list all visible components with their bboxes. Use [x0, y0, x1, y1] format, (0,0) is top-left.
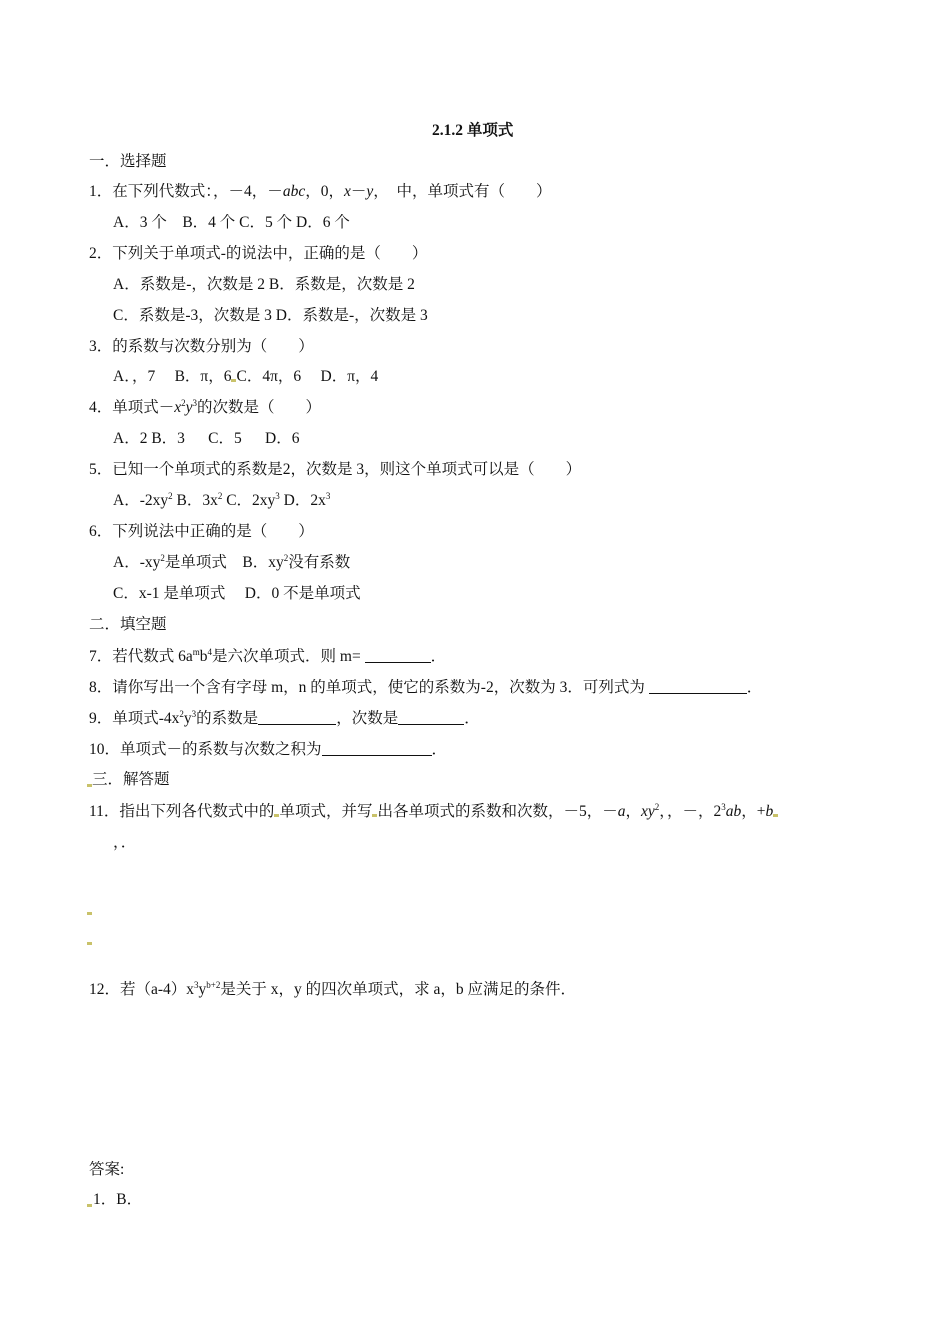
q8-text: 8．请你写出一个含有字母 m，n 的单项式，使它的系数为-2，次数为 3．可列式为 — [89, 679, 649, 696]
question-8 — [89, 678, 762, 698]
q11-xy-exponent: 2 — [654, 802, 660, 812]
question-2: 2．下列关于单项式-的说法中，正确的是（ ） — [89, 245, 428, 262]
q12-x-exponent: 3 — [194, 980, 199, 990]
q4-stem-pre: 4．单项式－ — [89, 399, 175, 416]
q1-term-minus: － — [267, 183, 283, 200]
q11-sep: ， — [625, 803, 641, 820]
q7-b: b — [199, 648, 208, 665]
highlight-marker — [87, 1204, 92, 1207]
q1-term-x: x — [343, 183, 351, 200]
q4-x: x — [174, 399, 182, 416]
q4-options: A．2 B．3 C．5 D．6 — [113, 430, 300, 447]
q4-y-exponent: 3 — [192, 398, 198, 408]
q1-term-y: y — [366, 183, 374, 200]
q9-y: y — [183, 710, 192, 727]
q4-stem-post: 的次数是（ ） — [197, 399, 322, 416]
question-9 — [89, 709, 480, 729]
q1-stem-post: ， 中，单项式有（ ） — [373, 183, 552, 200]
q9-pre: 9．单项式-4x — [89, 710, 180, 727]
q5-options — [113, 491, 330, 511]
q9-x-exponent: 2 — [179, 709, 184, 719]
q11-mid3: ，，－， — [659, 803, 714, 820]
q1-sep1: ， — [251, 183, 268, 200]
q4-y: y — [185, 399, 193, 416]
question-6: 6．下列说法中正确的是（ ） — [89, 523, 314, 540]
q7-pre: 7．若代数式 6a — [89, 648, 193, 665]
q4-x-exponent: 2 — [181, 398, 186, 408]
q3-options-ab: A．，7 B．π，6 — [113, 368, 232, 385]
q11-b: b — [765, 803, 774, 820]
q6-a-pre: A．-xy — [113, 554, 161, 571]
q9-coefficient-blank[interactable] — [258, 710, 336, 725]
q1-stem-pre: 1．在下列代数式：， — [89, 183, 229, 200]
section-heading-choice: 一．选择题 — [89, 153, 167, 170]
q2-options-cd: C．系数是-3，次数是 3 D．系数是-，次数是 3 — [113, 307, 428, 324]
q6-a-post: 是单项式 B．xy — [164, 554, 284, 571]
q9-degree-blank[interactable] — [398, 710, 464, 725]
q2-options-ab: A．系数是-，次数是 2 B．系数是，次数是 2 — [113, 276, 415, 293]
q11-two-exponent: 3 — [721, 802, 726, 812]
q11-mid2: 出各单项式的系数和次数，－5，－ — [377, 803, 618, 820]
q7-end: ． — [430, 648, 447, 665]
q9-end: ． — [464, 710, 480, 727]
q11-xy: xy — [640, 803, 655, 820]
q1-sep2: ，0， — [305, 183, 344, 200]
q10-pre: 10．单项式－的系数与次数之积为 — [89, 741, 322, 758]
answers-label: 答案: — [89, 1161, 125, 1178]
q9-mid2: ，次数是 — [336, 710, 399, 727]
q11-pre: 11．指出下列各代数式中的 — [89, 803, 275, 820]
q7-post: 是六次单项式．则 m= — [212, 648, 365, 665]
highlight-marker — [87, 942, 92, 945]
q1-term-abc: abc — [282, 183, 306, 200]
q10-end: ． — [431, 741, 448, 758]
q5-d-exponent: 3 — [325, 491, 331, 501]
q6-options-ab — [113, 553, 350, 573]
question-3: 3．的系数与次数分别为（ ） — [89, 338, 314, 355]
q12-post: 是关于 x，y 的四次单项式，求 a，b 应满足的条件． — [220, 981, 577, 998]
question-4 — [89, 398, 321, 418]
q5-option-b: B．3x — [172, 492, 218, 509]
page-title: 2.1.2 单项式 — [432, 122, 514, 139]
q3-options — [113, 367, 378, 387]
q6-options-cd: C．x-1 是单项式 D．0 不是单项式 — [113, 585, 361, 602]
q8-end: ． — [746, 679, 763, 696]
q11-ab: ab — [725, 803, 742, 820]
q1-options: A．3 个 B．4 个 C．5 个 D．6 个 — [113, 214, 350, 231]
highlight-marker — [773, 814, 778, 817]
section-heading-fill: 二．填空题 — [89, 616, 167, 633]
q11-a: a — [617, 803, 626, 820]
q11-continuation: ，． — [113, 834, 137, 851]
q1-term-minus2: － — [350, 183, 367, 200]
q6-b-post: 没有系数 — [288, 554, 351, 571]
q8-answer-blank[interactable] — [649, 679, 747, 694]
question-5: 5．已知一个单项式的系数是2，次数是 3，则这个单项式可以是（ ） — [89, 461, 582, 478]
q5-option-d: D．2x — [279, 492, 326, 509]
q12-pre: 12．若（a-4）x — [89, 981, 195, 998]
q11-mid1: 单项式，并写 — [279, 803, 373, 820]
q9-y-exponent: 3 — [191, 709, 197, 719]
highlight-marker — [87, 912, 92, 915]
q5-option-a: A．-2xy — [113, 492, 169, 509]
q6-b-exponent: 2 — [283, 553, 289, 563]
q5-c-exponent: 3 — [275, 491, 280, 501]
question-7 — [89, 647, 446, 667]
q10-answer-blank[interactable] — [322, 741, 432, 756]
q7-a-exponent: m — [192, 647, 200, 657]
q11-two: 2 — [713, 803, 722, 820]
section-heading-answer: 三．解答题 — [92, 771, 170, 788]
q5-b-exponent: 2 — [217, 491, 223, 501]
q3-options-cd: C．4π，6 D．π，4 — [236, 368, 379, 385]
q9-mid: 的系数是 — [196, 710, 259, 727]
q7-b-exponent: 4 — [207, 647, 213, 657]
question-10 — [89, 740, 447, 760]
question-12 — [89, 980, 576, 1000]
q1-term-neg4: －4 — [228, 183, 252, 200]
q6-a-exponent: 2 — [160, 553, 165, 563]
q5-a-exponent: 2 — [168, 491, 173, 501]
q12-y: y — [198, 981, 207, 998]
q7-answer-blank[interactable] — [365, 648, 431, 663]
q11-sep2: ，+ — [741, 803, 766, 820]
answer-1: 1．B． — [93, 1191, 143, 1208]
question-1 — [89, 182, 552, 202]
q12-y-exponent: b+2 — [206, 980, 221, 990]
question-11 — [89, 802, 778, 822]
q5-option-c: C．2xy — [222, 492, 276, 509]
